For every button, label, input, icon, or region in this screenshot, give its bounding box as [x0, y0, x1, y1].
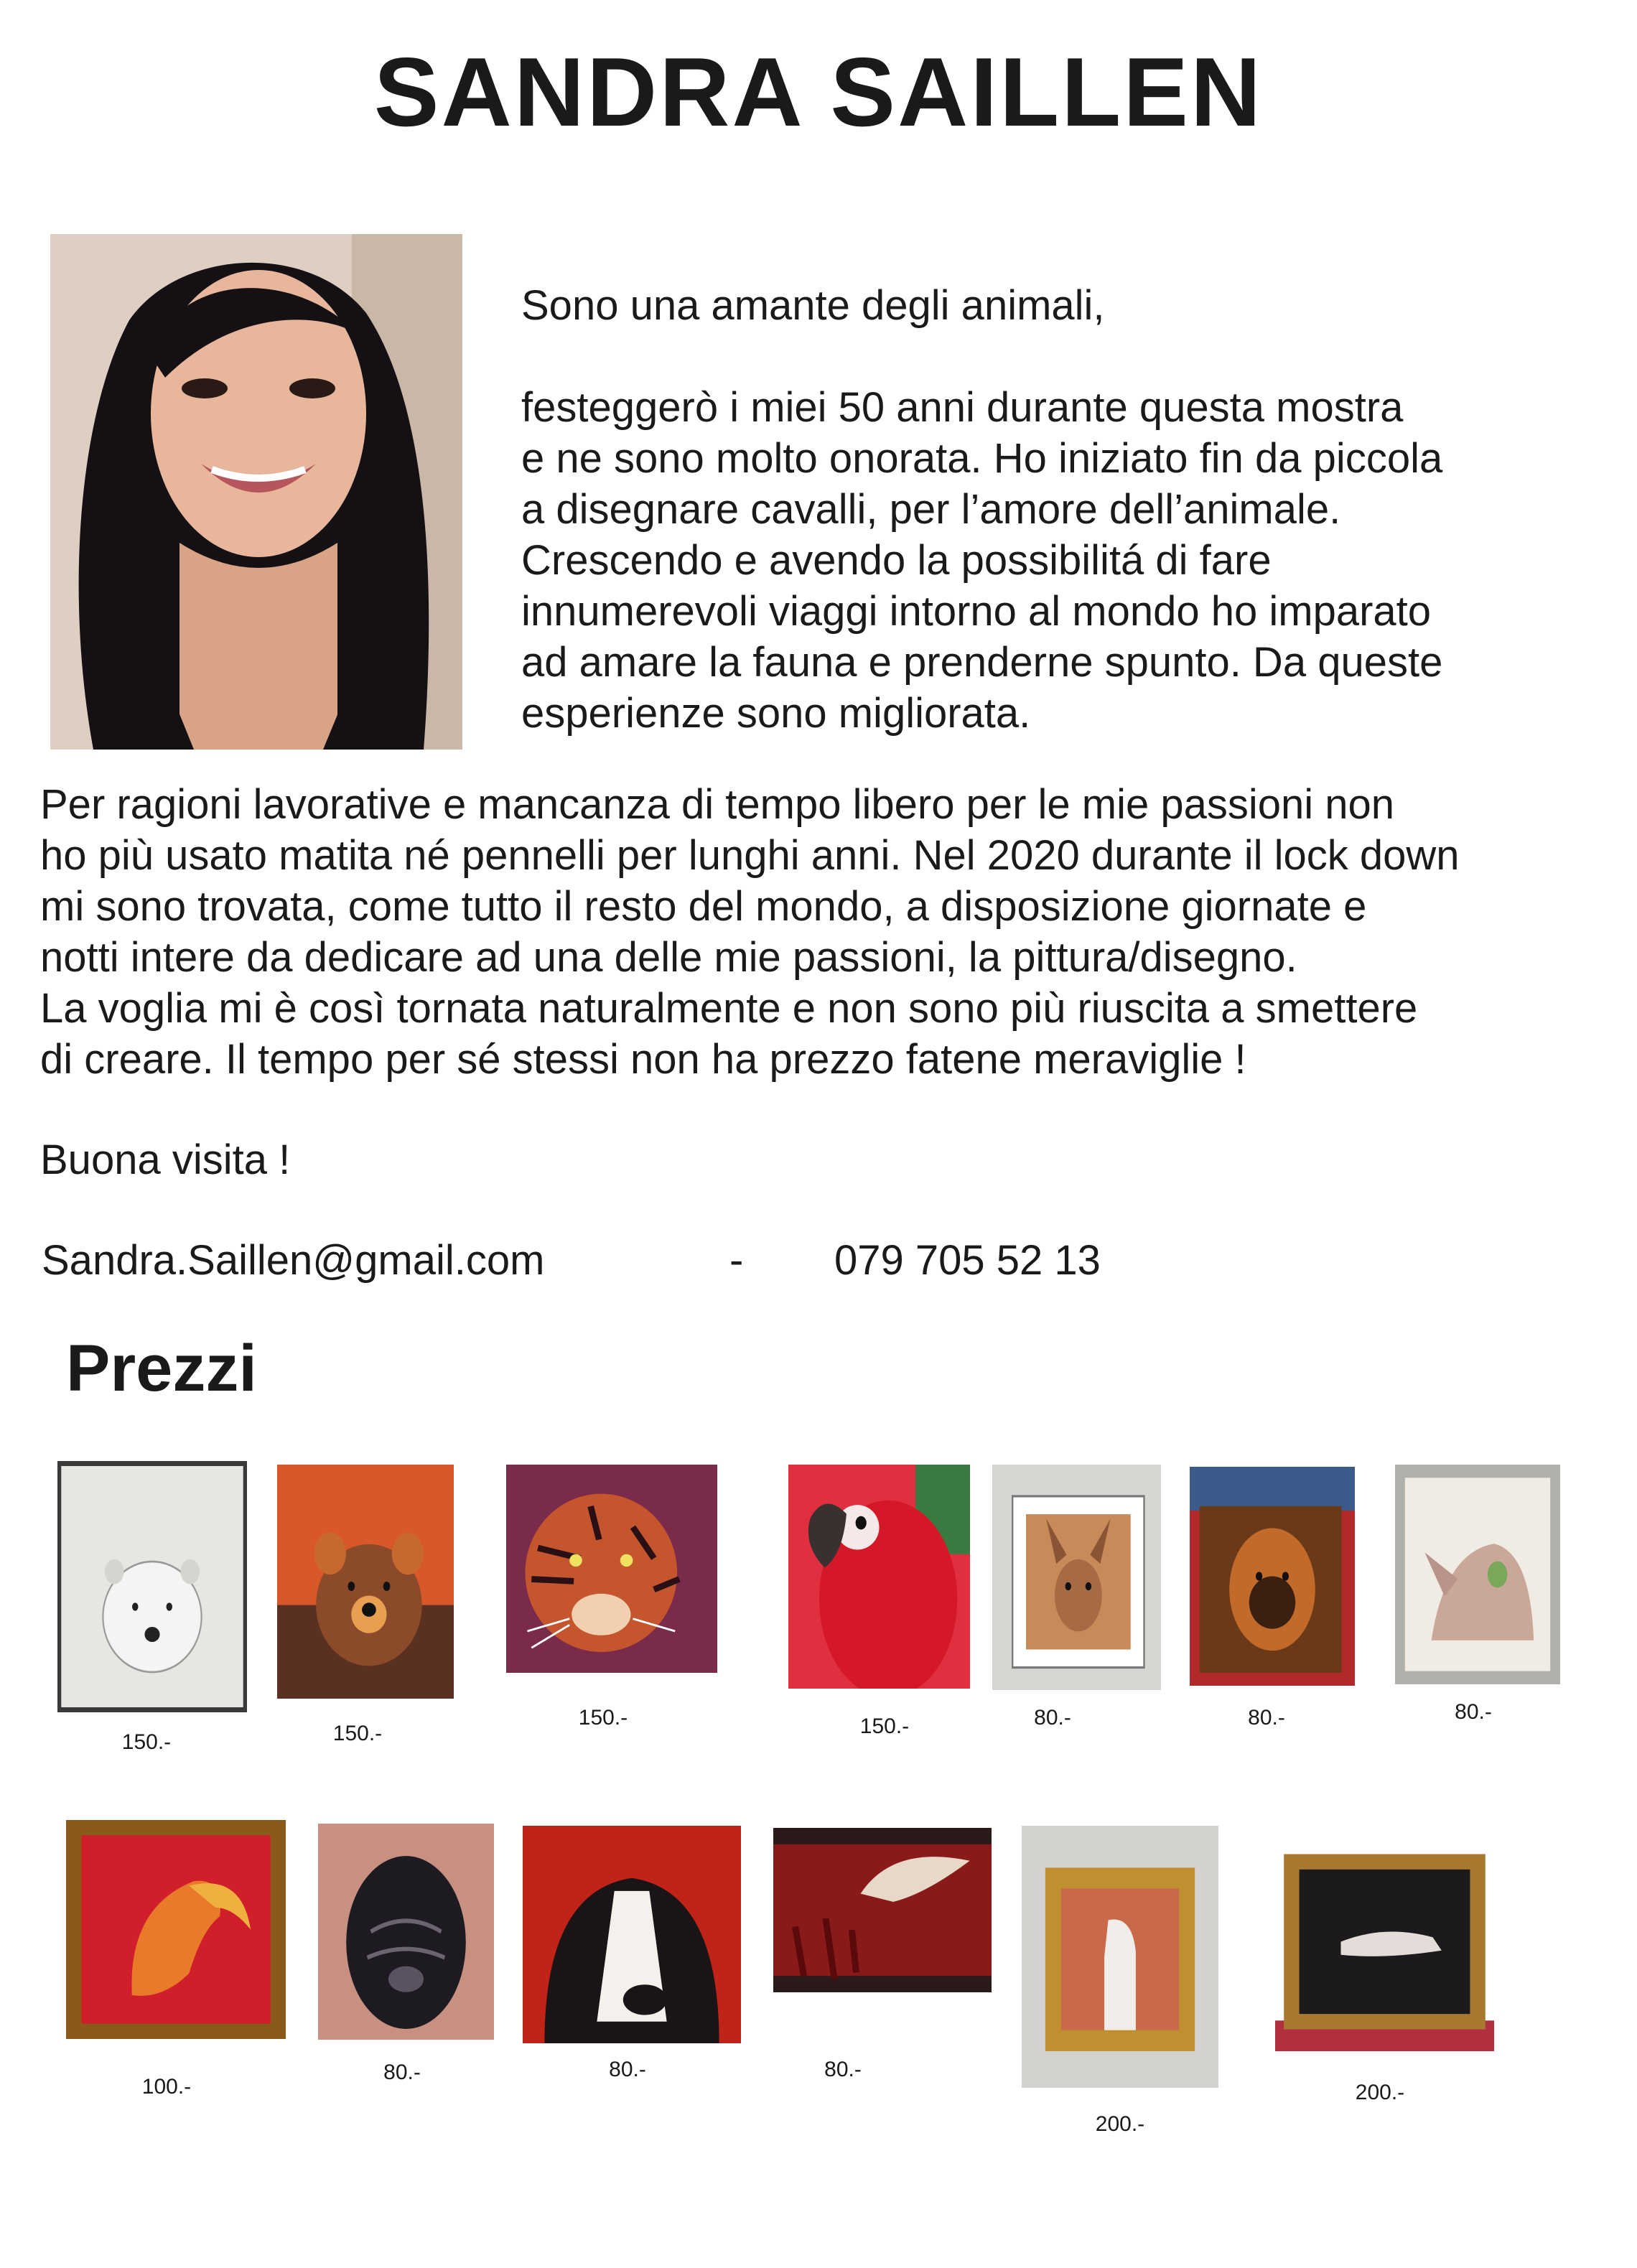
contact-phone[interactable]: 079 705 52 13	[834, 1237, 1101, 1284]
price-label: 80.-	[383, 2061, 421, 2084]
story-line: ho più usato matita né pennelli per lunghi anni. Nel 2020 durante il lock down	[40, 832, 1460, 879]
artwork-orangutan	[1190, 1467, 1355, 1686]
contact-email[interactable]: Sandra.Saillen@gmail.com	[42, 1237, 545, 1284]
artwork-shar-pei	[318, 1824, 494, 2040]
price-label: 150.-	[121, 1730, 172, 1754]
price-label: 200.-	[1355, 2081, 1405, 2104]
intro-line: innumerevoli viaggi intorno al mondo ho imparato	[521, 588, 1432, 635]
artwork-greyhound-portrait	[1022, 1826, 1218, 2088]
artwork-horse	[66, 1820, 286, 2039]
intro-line: a disegnare cavalli, per l’amore dell’animale.	[521, 486, 1341, 533]
artist-name: SANDRA SAILLEN	[373, 37, 1264, 146]
intro-line: e ne sono molto onorata. Ho iniziato fin da piccola	[521, 435, 1443, 482]
artwork-bear	[277, 1465, 454, 1699]
price-label: 100.-	[141, 2075, 192, 2099]
intro-line: esperienze sono migliorata.	[521, 690, 1031, 737]
story-line: notti intere da dedicare ad una delle mie passioni, la pittura/disegno.	[40, 934, 1297, 981]
price-label: 150.-	[578, 1706, 628, 1730]
artwork-greyhound-lying	[1275, 1832, 1494, 2051]
artwork-polar-bear	[57, 1461, 247, 1712]
price-label: 200.-	[1095, 2112, 1145, 2136]
intro-text	[521, 280, 1442, 739]
prices-title: Prezzi	[66, 1332, 257, 1405]
artwork-owl	[773, 1828, 992, 1992]
price-label: 150.-	[859, 1714, 910, 1738]
intro-lead: Sono una amante degli animali,	[521, 282, 1105, 329]
story-line: La voglia mi è così tornata naturalmente e non sono più riuscita a smettere	[40, 985, 1418, 1032]
intro-line: festeggerò i miei 50 anni durante questa mostra	[521, 384, 1404, 431]
story-line: di creare. Il tempo per sé stessi non ha prezzo fatene meraviglie !	[40, 1036, 1246, 1083]
artwork-kangaroo	[992, 1465, 1161, 1690]
story-line: Per ragioni lavorative e mancanza di tempo libero per le mie passioni non	[40, 781, 1395, 828]
story-line: mi sono trovata, come tutto il resto del mondo, a disposizione giornate e	[40, 883, 1367, 930]
price-label: 80.-	[609, 2058, 646, 2081]
intro-line: ad amare la fauna e prenderne spunto. Da queste	[521, 639, 1443, 686]
price-label: 80.-	[1455, 1700, 1492, 1724]
price-label: 80.-	[1248, 1706, 1285, 1730]
artist-portrait-photo	[50, 234, 462, 750]
artwork-tiger	[506, 1465, 717, 1673]
price-label: 150.-	[332, 1722, 383, 1745]
contact-separator: -	[729, 1237, 744, 1284]
artwork-saint-bernard	[523, 1826, 741, 2043]
price-label: 80.-	[1034, 1706, 1071, 1730]
story-text	[40, 779, 1460, 1085]
artwork-parrot	[788, 1465, 970, 1689]
intro-line: Crescendo e avendo la possibilitá di fare	[521, 537, 1272, 584]
price-label: 80.-	[824, 2058, 862, 2081]
greeting: Buona visita !	[40, 1137, 291, 1183]
artwork-rhino	[1395, 1465, 1560, 1684]
